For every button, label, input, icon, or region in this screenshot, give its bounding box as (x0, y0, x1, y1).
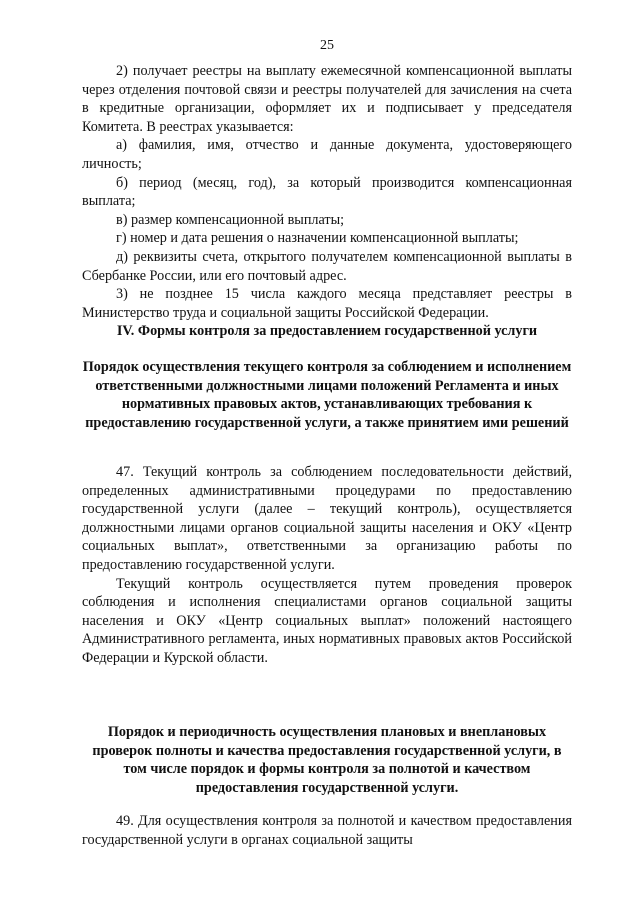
paragraph-registry-receive: 2) получает реестры на выплату ежемесячной компенсационной выплаты через отделения почтовой связи и реестры получателей для зачисления на счета в кредитные организации, оформляет их и подписывает у председателя Комитета. В реестрах указывается: (82, 63, 572, 135)
list-item-a: а) фамилия, имя, отчество и данные документа, удостоверяющего личность; (82, 137, 572, 172)
list-item-b: б) период (месяц, год), за который производится компенсационная выплата; (82, 174, 572, 210)
paragraph-47: 47. Текущий контроль за соблюдением последовательности действий, определенных административными процедурами по предоставлению государственной услуги (далее – текущий контроль), осуществляется должностными лицами органов социальной защиты населения и ОКУ «Центр социальных выплат», ответственными за организацию работы по предоставлению государственной услуги. (82, 464, 572, 573)
paragraph-registry-submit: 3) не позднее 15 числа каждого месяца представляет реестры в Министерство труда и социальной защиты Российской Федерации. (82, 286, 572, 321)
paragraph-current-control: Текущий контроль осуществляется путем проведения проверок соблюдения и исполнения специалистами органов социальной защиты населения и ОКУ «Центр социальных выплат» положений настоящего Административного регламента, иных нормативных правовых актов Российской Федерации и Курской области. (82, 575, 572, 666)
current-control-text (82, 463, 572, 668)
page-number: 25 (320, 38, 334, 53)
list-item-v: в) размер компенсационной выплаты; (116, 211, 345, 228)
subheading-inspections: Порядок и периодичность осуществления плановых и внеплановых проверок полноты и качества предоставления государственной услуги, в том числе порядок и формы контроля за полнотой и качеством предоставления государственной услуги. (92, 724, 562, 796)
list-item-g: г) номер и дата решения о назначении компенсационной выплаты; (116, 230, 519, 247)
subheading-current-control: Порядок осуществления текущего контроля за соблюдением и исполнением ответственными должностными лицами положений Регламента и иных нормативных правовых актов, устанавливающих требования к предоставлению государственной услуги, а также принятием ими решений (82, 359, 572, 431)
paragraph-49: 49. Для осуществления контроля за полнотой и качеством предоставления государственной услуги в органах социальной защиты (82, 813, 572, 848)
list-item-d: д) реквизиты счета, открытого получателем компенсационной выплаты в Сбербанке России, или его почтовый адрес. (82, 248, 572, 284)
registry-list (82, 62, 572, 322)
section-heading: IV. Формы контроля за предоставлением государственной услуги (116, 323, 538, 339)
